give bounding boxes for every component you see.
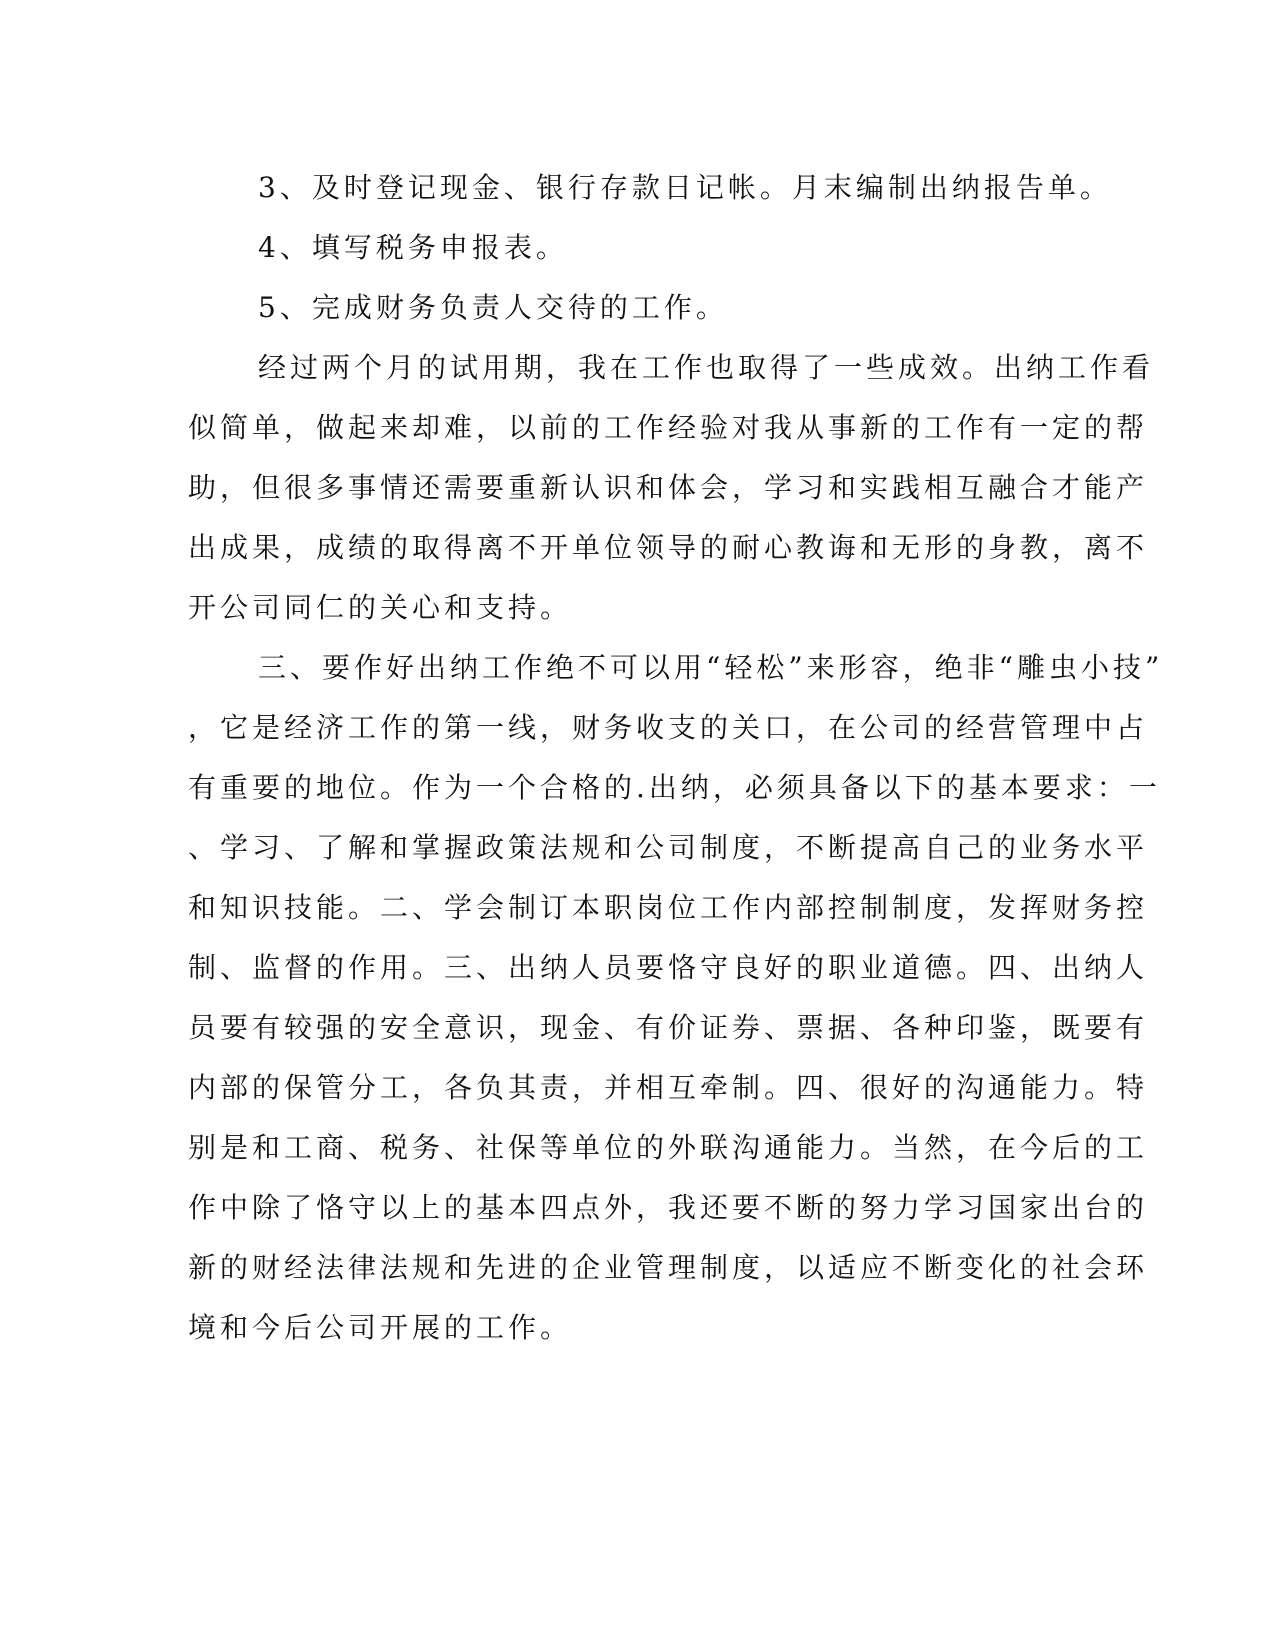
paragraph-line: 有重要的地位。作为一个合格的.出纳，必须具备以下的基本要求：一 [188, 771, 1161, 804]
paragraph-line: 和知识技能。二、学会制订本职岗位工作内部控制制度，发挥财务控 [188, 891, 1149, 924]
list-item-4: 4、填写税务申报表。 [258, 231, 568, 264]
paragraph-line: 新的财经法律法规和先进的企业管理制度，以适应不断变化的社会环 [188, 1251, 1149, 1284]
paragraph-line: 、学习、了解和掌握政策法规和公司制度，不断提高自己的业务水平 [188, 831, 1149, 864]
paragraph-line: 员要有较强的安全意识，现金、有价证券、票据、各种印鉴，既要有 [188, 1011, 1149, 1044]
paragraph-line: 作中除了恪守以上的基本四点外，我还要不断的努力学习国家出台的 [188, 1191, 1149, 1224]
list-item-5: 5、完成财务负责人交待的工作。 [258, 291, 728, 324]
paragraph-line: 似简单，做起来却难，以前的工作经验对我从事新的工作有一定的帮 [188, 411, 1149, 444]
paragraph-line: 出成果，成绩的取得离不开单位领导的耐心教诲和无形的身教，离不 [188, 531, 1149, 564]
document-body [188, 158, 1164, 1358]
list-item-3: 3、及时登记现金、银行存款日记帐。月末编制出纳报告单。 [258, 171, 1112, 204]
paragraph-line: ，它是经济工作的第一线，财务收支的关口，在公司的经营管理中占 [188, 711, 1149, 744]
paragraph-line: 经过两个月的试用期，我在工作也取得了一些成效。出纳工作看 [258, 351, 1155, 384]
paragraph-line: 三、要作好出纳工作绝不可以用“轻松”来形容，绝非“雕虫小技” [258, 651, 1164, 684]
paragraph-line: 开公司同仁的关心和支持。 [188, 591, 573, 624]
paragraph-line: 制、监督的作用。三、出纳人员要恪守良好的职业道德。四、出纳人 [188, 951, 1149, 984]
paragraph-line: 别是和工商、税务、社保等单位的外联沟通能力。当然，在今后的工 [188, 1131, 1149, 1164]
paragraph-line: 助，但很多事情还需要重新认识和体会，学习和实践相互融合才能产 [188, 471, 1149, 504]
paragraph-line: 内部的保管分工，各负其责，并相互牵制。四、很好的沟通能力。特 [188, 1071, 1149, 1104]
paragraph-line: 境和今后公司开展的工作。 [188, 1311, 573, 1344]
